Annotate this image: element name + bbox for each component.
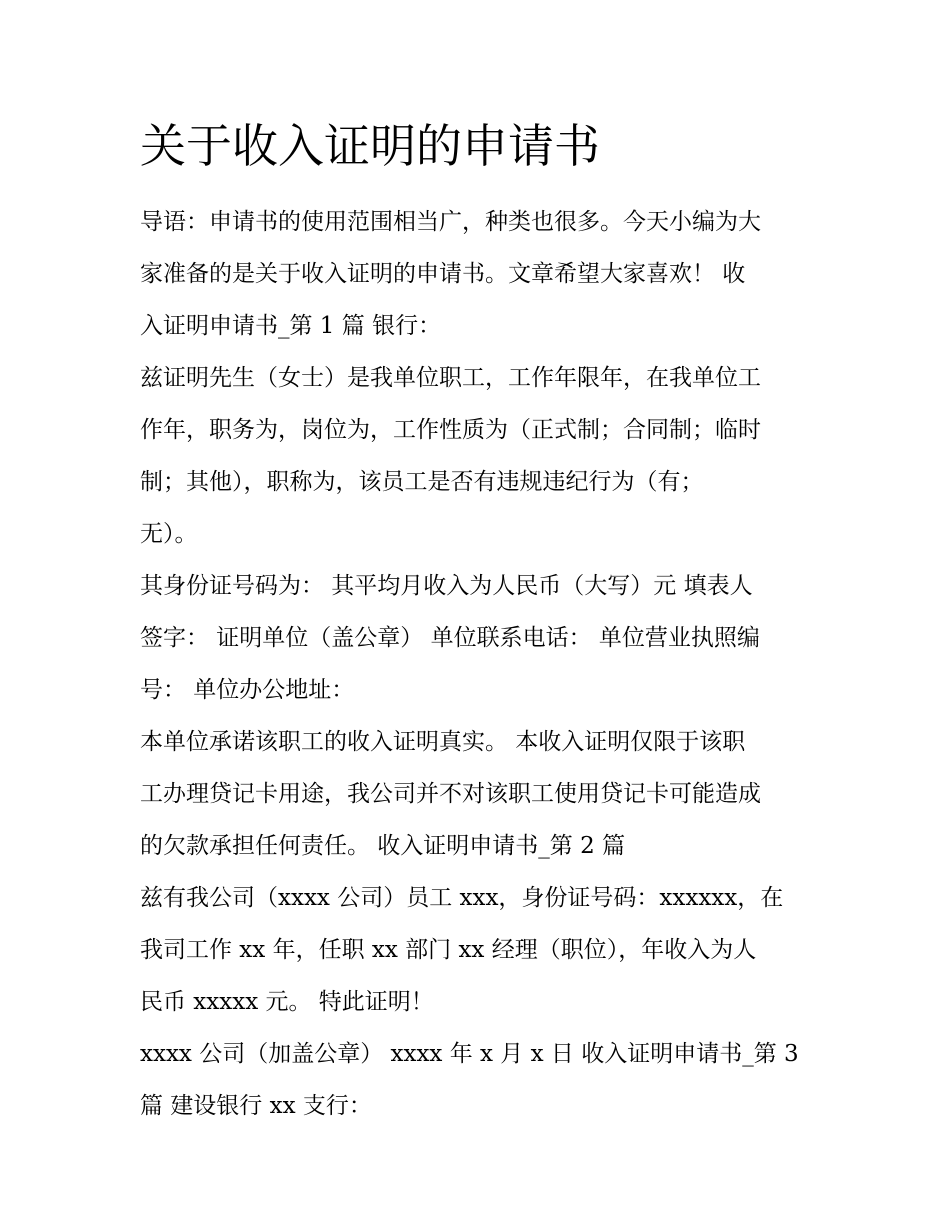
text-line: 篇 建设银行 xx 支行：	[140, 1093, 372, 1119]
text-line: 家准备的是关于收入证明的申请书。文章希望大家喜欢！ 收	[140, 261, 746, 287]
text-line: 其身份证号码为： 其平均月收入为人民币（大写）元 填表人	[140, 573, 753, 599]
text-line: 民币 xxxxx 元。 特此证明！	[140, 989, 434, 1015]
text-line: 签字： 证明单位（盖公章） 单位联系电话： 单位营业执照编	[140, 625, 760, 651]
text-line: 我司工作 xx 年，任职 xx 部门 xx 经理（职位），年收入为人	[140, 937, 757, 963]
text-line: 制；其他），职称为，该员工是否有违规违纪行为（有；	[140, 469, 704, 495]
text-line: 导语：申请书的使用范围相当广，种类也很多。今天小编为大	[140, 209, 761, 235]
text-line: 号： 单位办公地址：	[140, 677, 355, 703]
text-line: 本单位承诺该职工的收入证明真实。 本收入证明仅限于该职	[140, 729, 746, 755]
document-title: 关于收入证明的申请书	[140, 119, 600, 173]
text-line: xxxx 公司（加盖公章） xxxx 年 x 月 x 日 收入证明申请书_第 3	[140, 1041, 799, 1067]
text-line: 兹有我公司（xxxx 公司）员工 xxx，身份证号码：xxxxxx，在	[140, 885, 784, 911]
text-line: 无）。	[140, 521, 198, 547]
text-line: 入证明申请书_第 1 篇 银行：	[140, 313, 442, 339]
text-line: 作年，职务为，岗位为，工作性质为（正式制；合同制；临时	[140, 417, 761, 443]
text-line: 兹证明先生（女士）是我单位职工，工作年限年，在我单位工	[140, 365, 761, 391]
text-line: 的欠款承担任何责任。 收入证明申请书_第 2 篇	[140, 833, 626, 859]
document-body	[140, 196, 820, 1132]
text-line: 工办理贷记卡用途，我公司并不对该职工使用贷记卡可能造成	[140, 781, 761, 807]
